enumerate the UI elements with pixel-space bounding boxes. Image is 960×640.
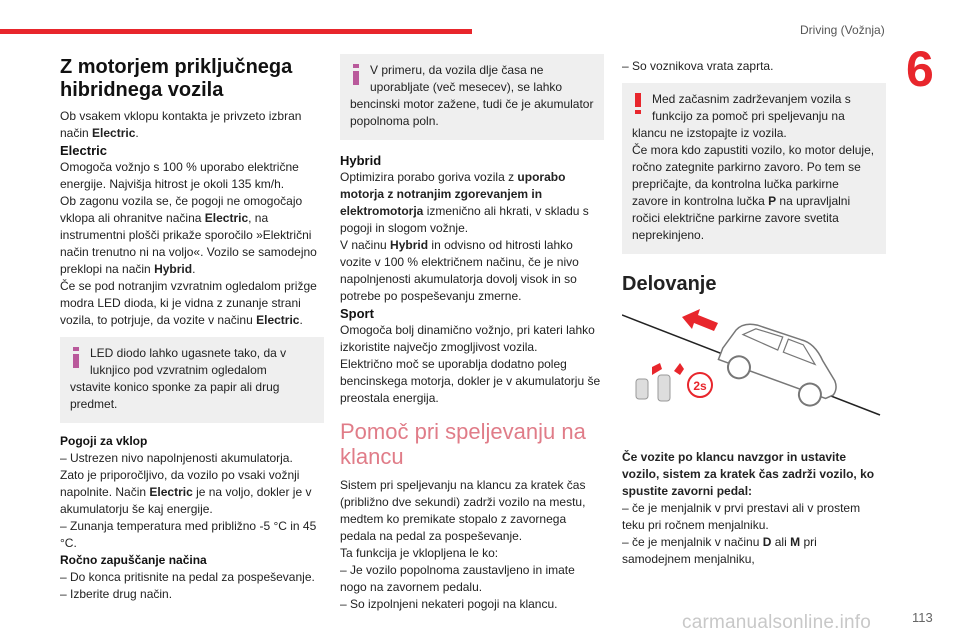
list-item: – So izpolnjeni nekateri pogoji na klancu. xyxy=(340,597,558,611)
warning-icon xyxy=(630,91,646,115)
header-accent-bar xyxy=(0,29,472,34)
info-note: LED diodo lahko ugasnete tako, da v luknjico pod vzvratnim ogledalom vstavite konico sponke za papir ali drug predmet. xyxy=(60,337,324,423)
paragraph: Če se pod notranjim vzvratnim ogledalom prižge modra LED dioda, ki je vidna z zunanje strani vozila, to potrjuje, da vozite v načinu Electric. xyxy=(60,279,317,327)
list-item: – Je vozilo popolnoma zaustavljeno in imate nogo na zavornem pedalu. xyxy=(340,563,575,594)
chapter-number: 6 xyxy=(906,41,934,97)
paragraph: Ob zagonu vozila se, če pogoji ne omogočajo vklopa ali ohranitve načina Electric, na instrumentni plošči prikaže sporočilo »Električni način trenutno ni na voljo«. Vozilo se samodejno preklopi na način Hybrid. xyxy=(60,194,317,276)
subheading-hybrid: Hybrid xyxy=(340,153,382,168)
warning-note: Med začasnim zadrževanjem vozila s funkcijo za pomoč pri speljevanju na klancu ne izstopajte iz vozila. Če mora kdo zapustiti vozilo, ko motor deluje, ročno zategnite parkirno zavoro. Po tem se prepričajte, da kontrolna lučka parkirne zavore in kontrolna lučka P na upravljalni ročici električne parkirne zavore svetita neprekinjeno. xyxy=(622,83,886,254)
watermark: carmanualsonline.info xyxy=(682,612,872,633)
subheading-sport: Sport xyxy=(340,306,374,321)
paragraph: Omogoča bolj dinamično vožnjo, pri kateri lahko izkoristite največjo zmogljivost vozila. xyxy=(340,323,595,354)
column-1 xyxy=(60,56,324,603)
list-item: – če je menjalnik v prvi prestavi ali v prostem teku pri ročnem menjalniku. xyxy=(622,501,861,532)
pedals-icon xyxy=(636,363,684,401)
paragraph: Zato je priporočljivo, da vozilo po vsaki vožnji napolnite. Način Electric je na voljo, dokler je v akumulatorju še kaj energije. xyxy=(60,468,312,516)
list-item: – Ustrezen nivo napolnjenosti akumulatorja. xyxy=(60,451,293,465)
column-2 xyxy=(340,54,604,613)
list-item: – Do konca pritisnite na pedal za pospeševanje. xyxy=(60,570,315,584)
list-item: – So voznikova vrata zaprta. xyxy=(622,59,774,73)
info-icon xyxy=(348,62,364,86)
column-3 xyxy=(622,58,886,568)
paragraph: Če vozite po klancu navzgor in ustavite vozilo, sistem za kratek čas zadrži vozilo, ko spustite zavorni pedal: xyxy=(622,450,875,498)
hill-start-illustration xyxy=(622,305,886,445)
section-heading: Delovanje xyxy=(622,273,717,295)
paragraph: Optimizira porabo goriva vozila z uporabo motorja z notranjim zgorevanjem in elektromotorja izmenično ali hkrati, v skladu s pogoji in slogom vožnje. xyxy=(340,170,589,235)
subheading-rocno: Ročno zapuščanje načina xyxy=(60,553,207,567)
list-item: – če je menjalnik v načinu D ali M pri samodejnem menjalniku, xyxy=(622,535,817,566)
paragraph: V načinu Hybrid in odvisno od hitrosti lahko vozite v 100 % električnem načinu, če je nivo napolnjenosti akumulatorja dovolj visok in so potrebe po pospeševanju zmerne. xyxy=(340,238,579,303)
list-item: – Zunanja temperatura med približno -5 °C in 45 °C. xyxy=(60,519,317,550)
section-heading: Pomoč pri speljevanju na klancu xyxy=(340,419,586,469)
duration-label: 2s xyxy=(693,379,707,393)
running-header: Driving (Vožnja) xyxy=(800,23,885,37)
info-note: V primeru, da vozila dlje časa ne uporabljate (več mesecev), se lahko bencinski motor zažene, tudi če je akumulator popolnoma poln. xyxy=(340,54,604,140)
paragraph: Sistem pri speljevanju na klancu za kratek čas (približno dve sekundi) zadrži vozilo na mestu, medtem ko premikate stopalo z zavornega pedala na pedal za pospeševanje. xyxy=(340,478,586,543)
list-item: – Izberite drug način. xyxy=(60,587,173,601)
page-number: 113 xyxy=(912,610,933,625)
paragraph: Omogoča vožnjo s 100 % uporabo električne energije. Najvišja hitrost je okoli 135 km/h. xyxy=(60,160,299,191)
paragraph: Električno moč se uporablja dodatno poleg bencinskega motorja, dokler je v akumulatorju še preostala energija. xyxy=(340,357,601,405)
section-heading: Z motorjem priključnega hibridnega vozila xyxy=(60,56,293,101)
subheading-electric: Electric xyxy=(60,143,107,158)
paragraph: Ob vsakem vklopu kontakta je privzeto izbran način Electric. xyxy=(60,109,302,140)
paragraph: Ta funkcija je vklopljena le ko: xyxy=(340,546,499,560)
info-icon xyxy=(68,345,84,369)
subheading-pogoji: Pogoji za vklop xyxy=(60,434,148,448)
car-on-hill-illustration xyxy=(622,305,886,445)
